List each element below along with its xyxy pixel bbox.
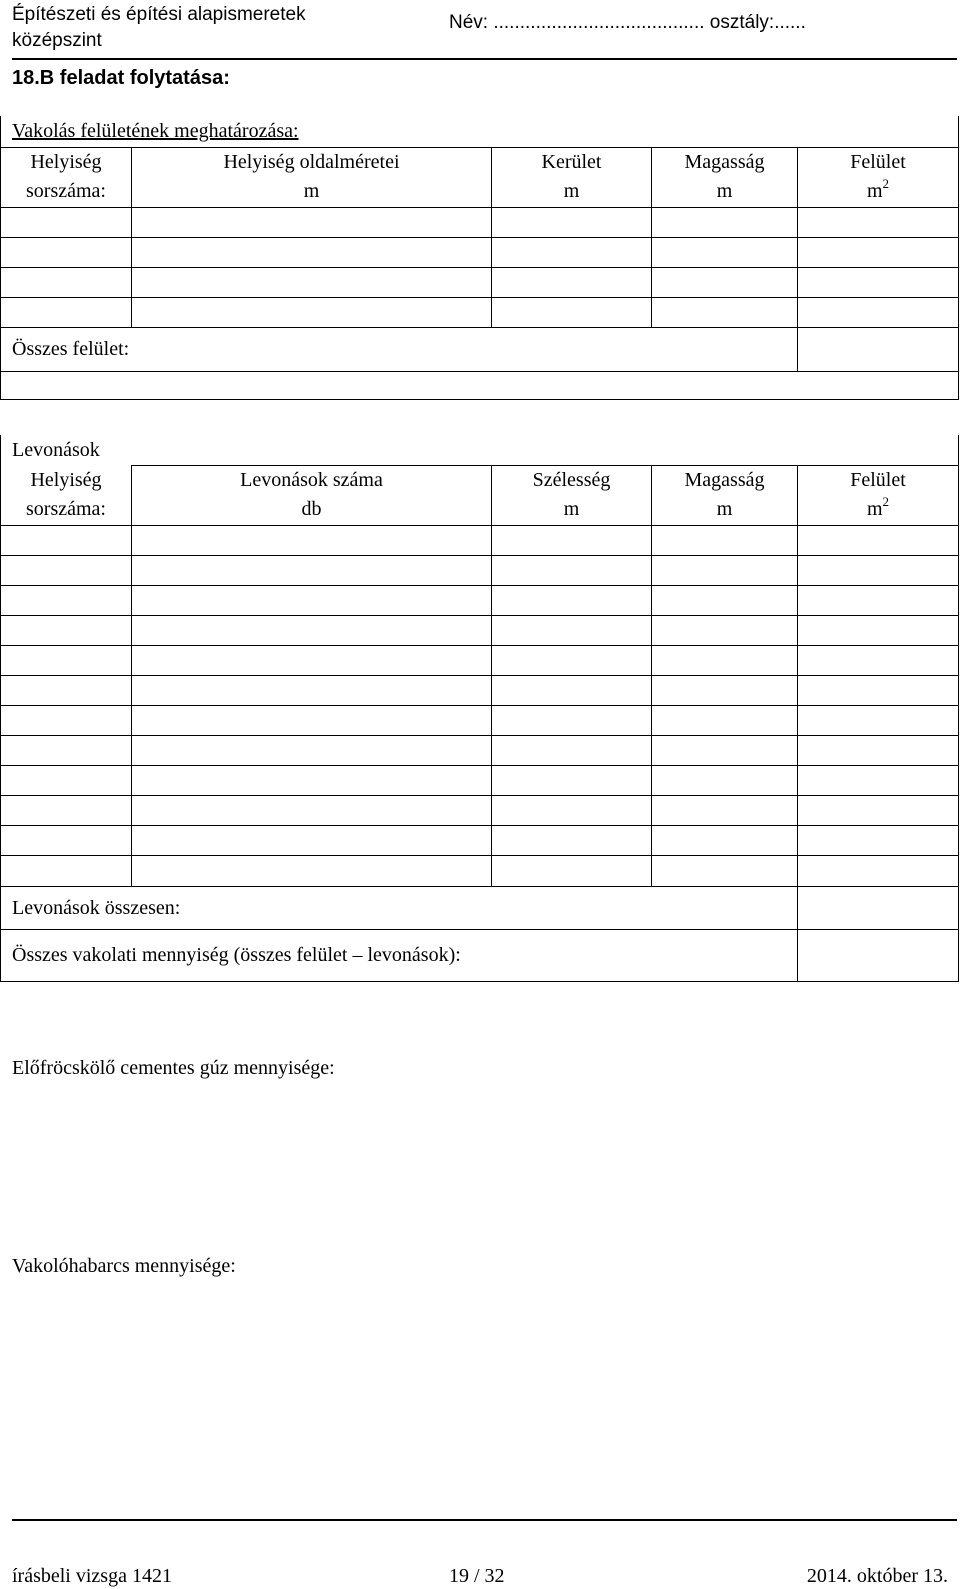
- deduction-data-row: [1, 705, 959, 735]
- spacer-row: [1, 371, 959, 399]
- deductions-section-title: Levonások: [1, 435, 959, 465]
- col-deduction-height: Magasság: [652, 465, 798, 494]
- spatter-quantity-label: Előfröcskölő cementes gúz mennyisége:: [12, 1057, 335, 1079]
- grand-total-label: Összes vakolati mennyiség (összes felület – levonások):: [1, 929, 798, 981]
- col-deduction-room: Helyiség: [1, 465, 132, 494]
- plaster-header-row: [1, 147, 959, 176]
- deductions-unit-row: [1, 494, 959, 525]
- deduction-data-row: [1, 735, 959, 765]
- deductions-title-row: [1, 435, 959, 465]
- exam-date: 2014. október 13.: [806, 1565, 948, 1587]
- deduction-data-row: [1, 525, 959, 555]
- deduction-data-row: [1, 645, 959, 675]
- subject-level: középszint: [12, 30, 102, 51]
- deductions-header-row: [1, 465, 959, 494]
- deduction-data-row: [1, 585, 959, 615]
- deduction-data-row: [1, 825, 959, 855]
- deductions-table: [0, 435, 959, 982]
- unit-sides: m: [132, 176, 492, 207]
- col-deduction-width: Szélesség: [492, 465, 652, 494]
- col-height: Magasság: [652, 147, 798, 176]
- unit-perimeter: m: [492, 176, 652, 207]
- exam-identifier: írásbeli vizsga 1421: [12, 1565, 172, 1587]
- plaster-data-row: [1, 207, 959, 237]
- col-room-number: Helyiség: [1, 147, 132, 176]
- deductions-total-row: [1, 886, 959, 929]
- deduction-data-row: [1, 555, 959, 585]
- plaster-data-row: [1, 267, 959, 297]
- subject-title: Építészeti és építési alapismeretek: [12, 4, 306, 25]
- plaster-title-row: [1, 116, 959, 147]
- grand-total-row: [1, 929, 959, 981]
- col-perimeter: Kerület: [492, 147, 652, 176]
- plaster-surface-table: [0, 116, 959, 400]
- deduction-data-row: [1, 765, 959, 795]
- mortar-quantity-label: Vakolóhabarcs mennyisége:: [12, 1255, 236, 1277]
- name-class-field: Név: ........................................ osztály:......: [449, 12, 806, 33]
- col-deduction-room-line2: sorszáma:: [1, 494, 132, 525]
- unit-deduction-height: m: [652, 494, 798, 525]
- deduction-data-row: [1, 855, 959, 886]
- unit-count: db: [132, 494, 492, 525]
- col-deduction-area: Felület: [798, 465, 959, 494]
- deduction-data-row: [1, 615, 959, 645]
- grand-total-value: [798, 929, 959, 981]
- plaster-data-row: [1, 237, 959, 267]
- col-side-dimensions: Helyiség oldalméretei: [132, 147, 492, 176]
- header-divider: [12, 58, 957, 60]
- col-room-number-line2: sorszáma:: [1, 176, 132, 207]
- unit-deduction-area: $m^2$: [798, 494, 959, 525]
- task-title: 18.B feladat folytatása:: [12, 67, 230, 89]
- unit-height: m: [652, 176, 798, 207]
- total-surface-value: [798, 327, 959, 371]
- deduction-data-row: [1, 795, 959, 825]
- footer-divider: [12, 1519, 957, 1521]
- plaster-data-row: [1, 297, 959, 327]
- plaster-total-row: [1, 327, 959, 371]
- col-deduction-count: Levonások száma: [132, 465, 492, 494]
- deduction-data-row: [1, 675, 959, 705]
- unit-width: m: [492, 494, 652, 525]
- deductions-total-value: [798, 886, 959, 929]
- plaster-section-title: Vakolás felületének meghatározása:: [12, 120, 299, 143]
- unit-area: $m^2$: [798, 176, 959, 207]
- page-number: 19 / 32: [449, 1565, 505, 1587]
- plaster-unit-row: [1, 176, 959, 207]
- total-surface-label: Összes felület:: [1, 327, 798, 371]
- col-area: Felület: [798, 147, 959, 176]
- deductions-total-label: Levonások összesen:: [1, 886, 798, 929]
